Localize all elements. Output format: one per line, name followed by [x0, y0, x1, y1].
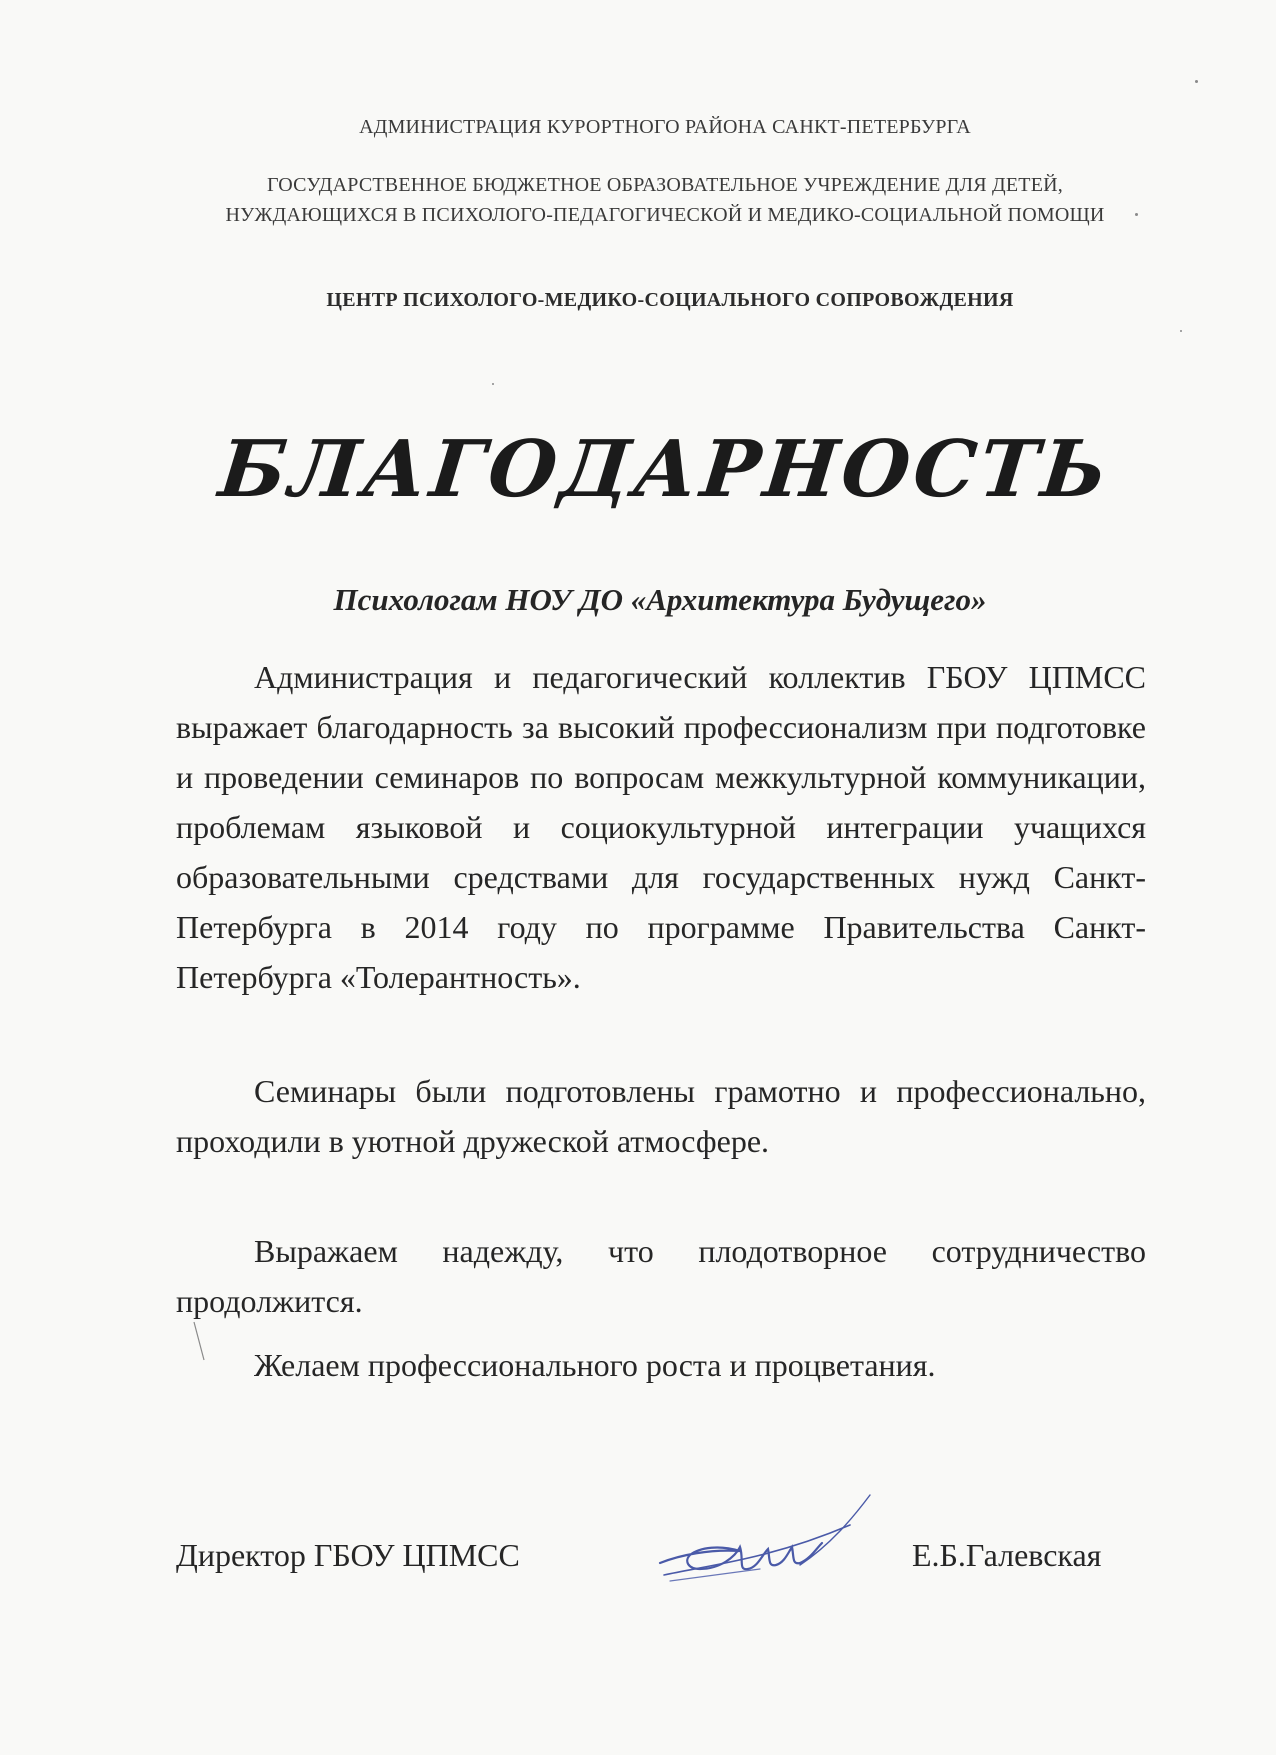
header-administration: АДМИНИСТРАЦИЯ КУРОРТНОГО РАЙОНА САНКТ-ПЕТЕРБУРГА [359, 116, 971, 138]
paragraph-gratitude: Администрация и педагогический коллектив ГБОУ ЦПМСС выражает благодарность за высокий профессионализм при подготовке и проведении семинаров по вопросам межкультурной коммуникации, проблемам языковой и социокультурной интеграции учащихся образовательными средствами для государственных нужд Санкт-Петербурга в 2014 году по программе Правительства Санкт-Петербурга «Толерантность». [176, 659, 1146, 995]
header-institution: ГОСУДАРСТВЕННОЕ БЮДЖЕТНОЕ ОБРАЗОВАТЕЛЬНОЕ УЧРЕЖДЕНИЕ ДЛЯ ДЕТЕЙ, НУЖДАЮЩИХСЯ В ПСИХОЛОГО-ПЕДАГОГИЧЕСКОЙ И МЕДИКО-СОЦИАЛЬНОЙ ПОМОЩИ [225, 174, 1105, 226]
scan-speck [1195, 80, 1198, 83]
signatory-name: Е.Б.Галевская [912, 1537, 1102, 1573]
addressee: Психологам НОУ ДО «Архитектура Будущего» [333, 582, 987, 617]
header-center: ЦЕНТР ПСИХОЛОГО-МЕДИКО-СОЦИАЛЬНОГО СОПРОВОЖДЕНИЯ [326, 289, 1014, 311]
paragraph-hope: Выражаем надежду, что плодотворное сотрудничество продолжится. [176, 1233, 1146, 1319]
scan-speck [492, 383, 494, 385]
scan-speck [1135, 213, 1138, 216]
handwritten-signature [640, 1485, 880, 1605]
scan-mark [190, 1320, 210, 1370]
paragraph-wishes: Желаем профессионального роста и процветания. [254, 1347, 936, 1383]
scan-speck [1180, 330, 1182, 332]
signatory-position: Директор ГБОУ ЦПМСС [176, 1537, 520, 1573]
paragraph-seminars: Семинары были подготовлены грамотно и профессионально, проходили в уютной дружеской атмосфере. [176, 1073, 1146, 1159]
document-title: БЛАГОДАРНОСТЬ [214, 424, 1116, 515]
